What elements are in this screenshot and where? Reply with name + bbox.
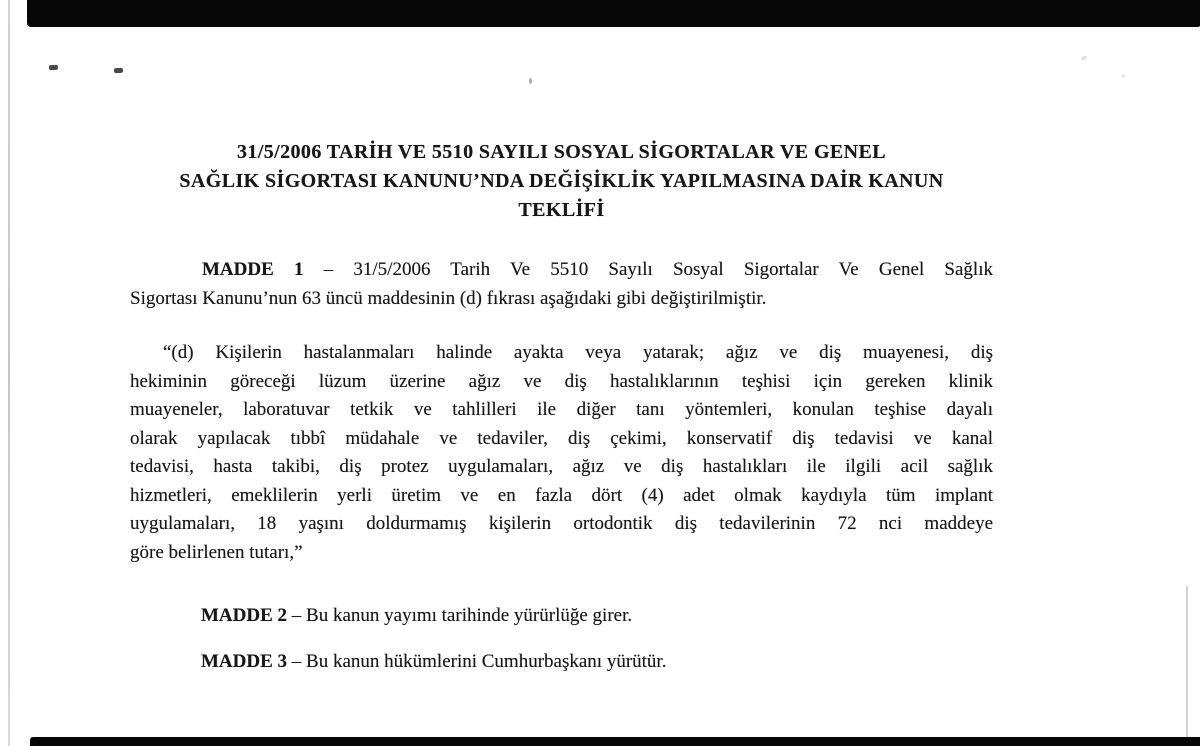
article-2-paragraph xyxy=(130,601,993,630)
article-1-paragraph xyxy=(130,255,993,313)
title-line-2: SAĞLIK SİGORTASI KANUNU’NDA DEĞİŞİKLİK YAPILMASINA DAİR KANUN xyxy=(179,170,944,192)
article-2-label: MADDE 2 xyxy=(201,605,288,626)
scan-right-edge-line xyxy=(1186,586,1188,746)
scan-speck xyxy=(1080,55,1087,61)
clause-line-6: hizmetleri, emeklilerin yerli üretim ve en fazla dört (4) adet olmak kaydıyla tüm implant xyxy=(130,484,993,506)
article-3-label: MADDE 3 xyxy=(201,651,288,672)
clause-line-7: uygulamaları, 18 yaşını doldurmamış kişilerin ortodontik diş tedavilerinin 72 nci maddeye xyxy=(130,513,993,534)
clause-line-2: hekiminin göreceği lüzum üzerine ağız ve diş hastalıklarının teşhisi için gereken klinik xyxy=(130,370,993,392)
article-2-text: – Bu kanun yayımı tarihinde yürürlüğe girer. xyxy=(287,605,633,626)
article-1-label: MADDE 1 xyxy=(202,259,304,280)
document-content xyxy=(130,138,993,676)
amended-clause-paragraph xyxy=(130,339,993,567)
article-3-text: – Bu kanun hükümlerini Cumhurbaşkanı yürütür. xyxy=(287,651,667,672)
scan-smudge xyxy=(49,65,58,71)
clause-line-4: olarak yapılacak tıbbî müdahale ve tedaviler, diş çekimi, konservatif diş tedavisi ve kanal xyxy=(130,427,993,449)
article-3-paragraph xyxy=(130,647,993,676)
article-1-line-1 xyxy=(130,255,993,284)
clause-line-8: göre belirlenen tutarı,” xyxy=(130,541,303,563)
scan-speck xyxy=(529,78,532,84)
scan-bottom-edge-bar xyxy=(30,737,1200,746)
scan-top-edge-bar xyxy=(27,0,1200,27)
title-line-3: TEKLİFİ xyxy=(518,199,605,221)
scan-speck xyxy=(1121,74,1126,78)
scan-smudge xyxy=(114,68,123,73)
clause-line-1: “(d) Kişilerin hastalanmaları halinde ayakta veya yatarak; ağız ve diş muayenesi, diş xyxy=(163,342,993,363)
clause-line-5: tedavisi, hasta takibi, diş protez uygulamaları, ağız ve diş hastalıkları ile ilgili acil sağlık xyxy=(130,456,993,477)
article-1-line-2: Sigortası Kanunu’nun 63 üncü maddesinin (d) fıkrası aşağıdaki gibi değiştirilmiştir. xyxy=(130,288,767,309)
title-line-1: 31/5/2006 TARİH VE 5510 SAYILI SOSYAL SİGORTALAR VE GENEL xyxy=(237,141,886,163)
article-1-text: – 31/5/2006 Tarih Ve 5510 Sayılı Sosyal Sigortalar Ve Genel Sağlık xyxy=(303,259,993,280)
document-title xyxy=(130,138,993,225)
scan-left-edge-line xyxy=(8,0,10,746)
clause-line-3: muayeneler, laboratuvar tetkik ve tahlilleri ile diğer tanı yöntemleri, konulan teşhise dayalı xyxy=(130,399,993,420)
